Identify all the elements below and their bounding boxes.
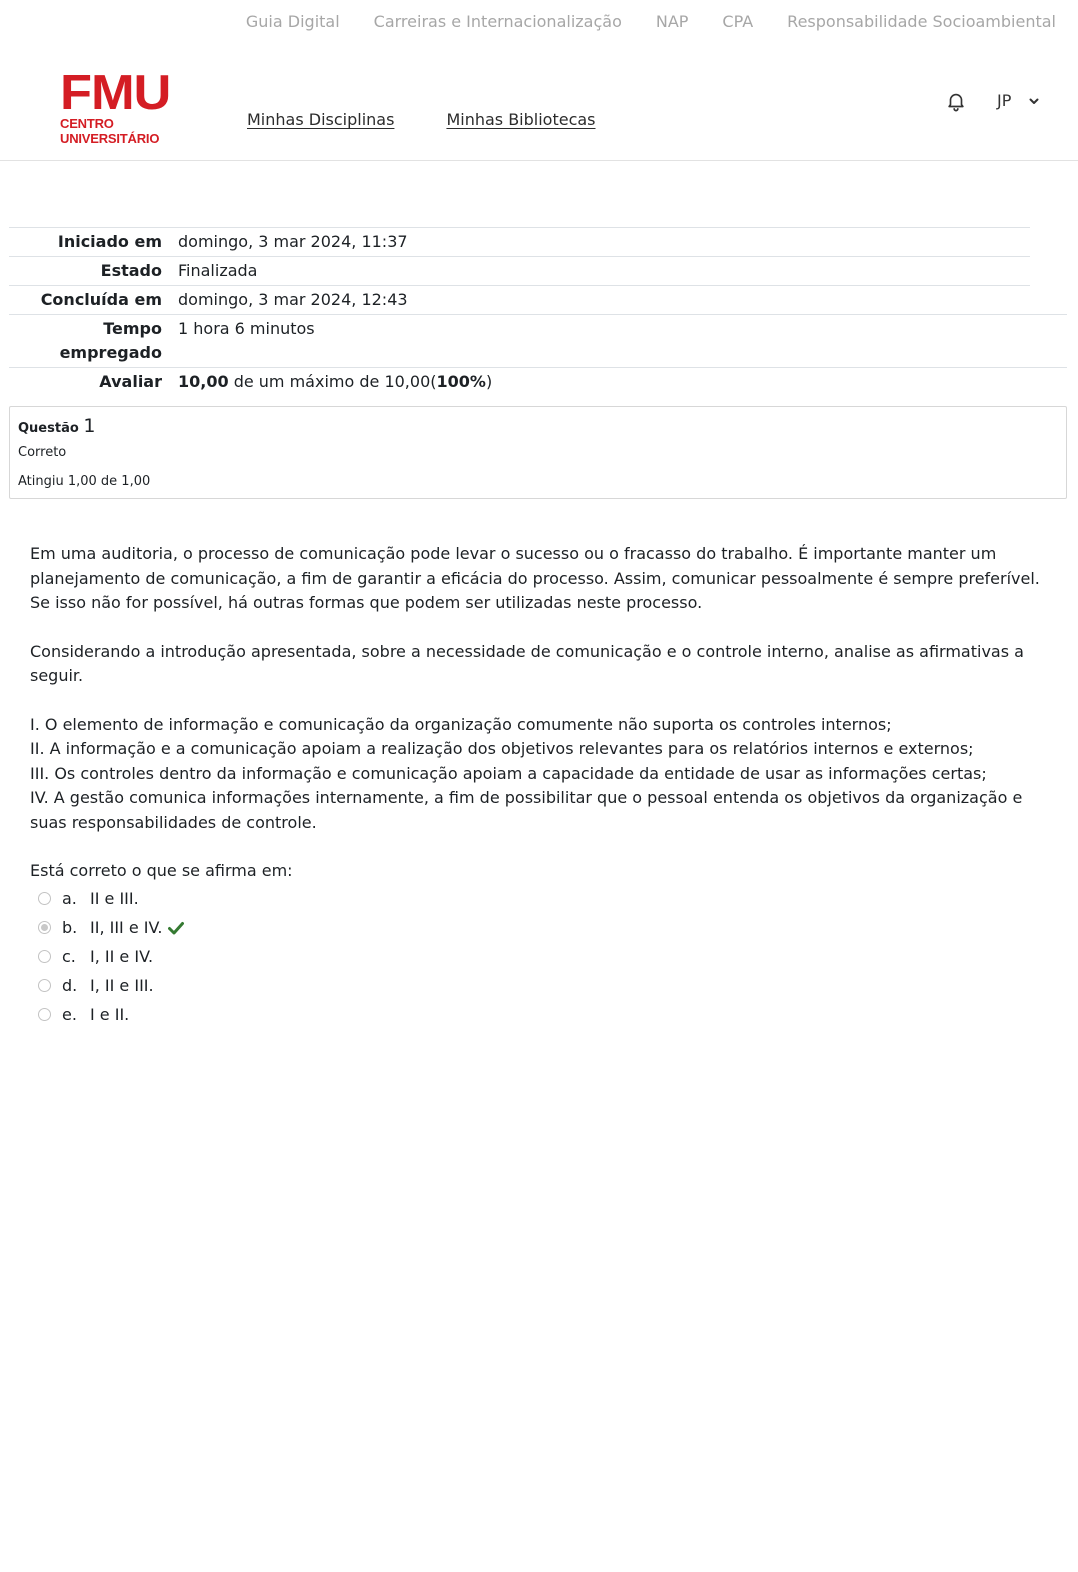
option-letter: b. [62, 918, 78, 937]
statement-1: I. O elemento de informação e comunicação da organização comumente não suporta os controles internos; [30, 714, 892, 734]
option-letter: a. [62, 889, 77, 908]
answer-option-b[interactable] [38, 913, 184, 942]
radio-button[interactable] [38, 892, 51, 905]
fmu-logo[interactable] [60, 66, 200, 146]
topnav-link-nap[interactable]: NAP [655, 11, 689, 31]
question-number-value: 1 [83, 415, 96, 437]
nav-minhas-disciplinas[interactable]: Minhas Disciplinas [247, 110, 395, 129]
summary-value [162, 368, 492, 396]
option-text: I e II. [90, 1005, 130, 1024]
question-prefix: Questão [18, 421, 79, 436]
answer-option-d[interactable] [38, 971, 184, 1000]
topnav-link-responsabilidade[interactable]: Responsabilidade Socioambiental [787, 11, 1056, 31]
summary-row-time [9, 314, 1067, 367]
chevron-down-icon [1028, 95, 1040, 107]
summary-row-grade [9, 367, 1067, 396]
radio-button[interactable] [38, 950, 51, 963]
summary-value: domingo, 3 mar 2024, 11:37 [178, 232, 408, 251]
answer-option-c[interactable] [38, 942, 184, 971]
summary-value: Finalizada [178, 261, 258, 280]
option-text: I, II e IV. [90, 947, 154, 966]
summary-label: Concluída em [40, 290, 162, 309]
answer-options [38, 884, 184, 1029]
summary-label: Tempo empregado [59, 319, 162, 362]
summary-row-state [9, 256, 1030, 285]
user-menu[interactable] [997, 91, 1040, 110]
option-text: II, III e IV. [90, 918, 163, 937]
summary-row-started [9, 227, 1030, 256]
question-prompt: Está correto o que se afirma em: [30, 861, 293, 880]
radio-button[interactable] [38, 1008, 51, 1021]
radio-button-selected[interactable] [38, 921, 51, 934]
question-info [9, 406, 1067, 499]
summary-value: 1 hora 6 minutos [178, 319, 315, 338]
option-letter: c. [62, 947, 76, 966]
main-nav [247, 110, 596, 129]
user-initials: JP [997, 91, 1012, 110]
attempt-summary [9, 227, 1067, 396]
question-state: Correto [18, 445, 67, 460]
summary-row-completed [9, 285, 1030, 314]
site-header [0, 42, 1078, 161]
question-intro: Em uma auditoria, o processo de comunicação pode levar o sucesso ou o fracasso do trabalho. É importante manter um planejamento de comunicação, a fim de garantir a eficácia do processo. Assim, comunicar pessoalmente é sempre preferível. Se isso não for possível, há outras formas que podem ser utilizadas neste processo. [30, 544, 1040, 612]
nav-minhas-bibliotecas[interactable]: Minhas Bibliotecas [446, 110, 596, 129]
option-text: I, II e III. [90, 976, 154, 995]
topnav-link-carreiras[interactable]: Carreiras e Internacionalização [373, 11, 622, 31]
radio-button[interactable] [38, 979, 51, 992]
question-number [18, 415, 95, 437]
summary-label: Estado [100, 261, 162, 280]
bell-icon[interactable] [945, 90, 967, 112]
logo-sub-text: CENTRO UNIVERSITÁRIO [60, 116, 160, 146]
summary-value: domingo, 3 mar 2024, 12:43 [178, 290, 408, 309]
option-letter: e. [62, 1005, 77, 1024]
grade-middle: de um máximo de 10,00( [228, 372, 437, 391]
check-icon [168, 921, 184, 935]
grade-score: 10,00 [178, 372, 229, 391]
question-consider: Considerando a introdução apresentada, sobre a necessidade de comunicação e o controle interno, analise as afirmativas a seguir. [30, 641, 1024, 685]
summary-label: Avaliar [99, 372, 162, 391]
answer-option-a[interactable] [38, 884, 184, 913]
option-text: II e III. [90, 889, 139, 908]
question-grade: Atingiu 1,00 de 1,00 [18, 474, 151, 489]
grade-end: ) [485, 372, 493, 391]
summary-label: Iniciado em [57, 232, 162, 251]
topnav-link-guia-digital[interactable]: Guia Digital [245, 11, 340, 31]
topnav-link-cpa[interactable]: CPA [722, 11, 754, 31]
answer-option-e[interactable] [38, 1000, 184, 1029]
logo-main-text: FMU [60, 66, 171, 120]
question-text [30, 542, 1060, 884]
statement-2: II. A informação e a comunicação apoiam a realização dos objetivos relevantes para os relatórios internos e externos; [30, 739, 974, 758]
statement-3: III. Os controles dentro da informação e comunicação apoiam a capacidade da entidade de usar as informações certas; [30, 763, 987, 783]
top-utility-nav [246, 0, 1056, 42]
grade-percent: 100% [436, 372, 486, 391]
option-letter: d. [62, 976, 78, 995]
statement-4: IV. A gestão comunica informações internamente, a fim de possibilitar que o pessoal entenda os objetivos da organização e suas responsabilidades de controle. [30, 788, 1023, 832]
